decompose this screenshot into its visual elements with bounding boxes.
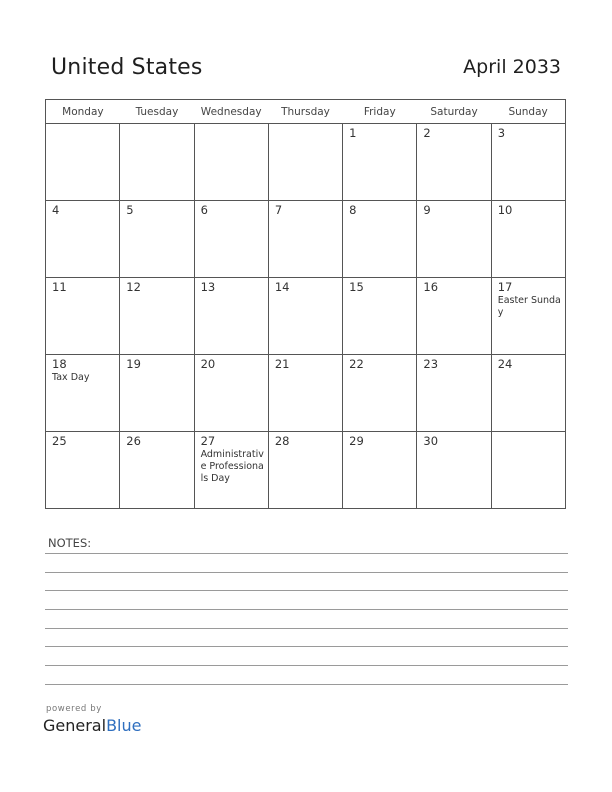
day-number: 23 xyxy=(423,357,439,371)
weekday-tuesday: Tuesday xyxy=(120,100,194,124)
holiday-label: Tax Day xyxy=(52,372,90,383)
day-number: 5 xyxy=(126,203,134,217)
day-cell xyxy=(491,355,565,432)
day-cell xyxy=(194,201,268,278)
day-cell xyxy=(194,432,268,509)
day-cell xyxy=(343,355,417,432)
day-number: 21 xyxy=(274,357,290,371)
day-number: 22 xyxy=(349,357,364,371)
note-line xyxy=(45,590,568,591)
week-row xyxy=(46,355,566,432)
day-number: 7 xyxy=(274,203,283,217)
day-number: 4 xyxy=(52,203,60,217)
weekday-sunday: Sunday xyxy=(491,100,565,124)
day-cell xyxy=(120,355,194,432)
powered-by-text: powered by xyxy=(46,704,102,714)
day-cell xyxy=(343,124,417,201)
day-number: 27 xyxy=(200,434,216,448)
day-cell xyxy=(120,278,194,355)
day-number: 24 xyxy=(497,357,513,371)
day-cell xyxy=(417,355,491,432)
week-row xyxy=(46,432,566,509)
note-line xyxy=(45,684,568,685)
day-cell xyxy=(120,201,194,278)
day-cell xyxy=(194,278,268,355)
weekday-friday: Friday xyxy=(343,100,417,124)
day-number: 19 xyxy=(126,357,141,371)
week-row xyxy=(46,278,566,355)
week-row xyxy=(46,124,566,201)
day-cell xyxy=(417,124,491,201)
day-cell xyxy=(120,124,194,201)
day-cell xyxy=(194,124,268,201)
weekday-saturday: Saturday xyxy=(417,100,491,124)
week-row xyxy=(46,201,566,278)
country-title: United States xyxy=(51,55,203,80)
day-number: 17 xyxy=(497,280,513,294)
day-cell xyxy=(194,355,268,432)
day-cell xyxy=(268,355,342,432)
weekday-wednesday: Wednesday xyxy=(194,100,268,124)
day-number: 11 xyxy=(52,280,67,294)
day-cell xyxy=(46,355,120,432)
day-cell xyxy=(268,432,342,509)
day-cell xyxy=(491,201,565,278)
day-number: 14 xyxy=(274,280,290,294)
day-number: 18 xyxy=(52,357,67,371)
holiday-label: Easter Sunday xyxy=(497,295,561,318)
day-cell xyxy=(343,432,417,509)
day-cell xyxy=(417,201,491,278)
day-number: 28 xyxy=(274,434,290,448)
notes-label: NOTES: xyxy=(48,536,92,550)
day-cell xyxy=(268,201,342,278)
day-cell xyxy=(491,124,565,201)
note-line xyxy=(45,572,568,573)
day-number: 26 xyxy=(126,434,141,448)
day-number: 9 xyxy=(423,203,431,217)
day-cell xyxy=(491,432,565,509)
day-number: 16 xyxy=(423,280,439,294)
generalblue-logo xyxy=(43,716,141,735)
month-title: April 2033 xyxy=(463,56,561,78)
day-cell xyxy=(491,278,565,355)
day-cell xyxy=(120,432,194,509)
day-number: 12 xyxy=(126,280,141,294)
day-number: 6 xyxy=(200,203,208,217)
day-cell xyxy=(417,278,491,355)
note-line xyxy=(45,609,568,610)
day-cell xyxy=(343,201,417,278)
calendar-body xyxy=(46,124,566,509)
note-line xyxy=(45,628,568,629)
day-number: 20 xyxy=(200,357,216,371)
day-number: 2 xyxy=(423,126,431,140)
day-number: 29 xyxy=(349,434,364,448)
day-number: 25 xyxy=(52,434,67,448)
day-number: 13 xyxy=(200,280,216,294)
day-cell xyxy=(46,201,120,278)
day-number: 1 xyxy=(349,126,357,140)
note-line xyxy=(45,553,568,554)
note-line xyxy=(45,665,568,666)
brand-blue: Blue xyxy=(106,716,142,735)
day-cell xyxy=(268,124,342,201)
day-cell xyxy=(343,278,417,355)
day-number: 10 xyxy=(497,203,513,217)
day-cell xyxy=(46,278,120,355)
day-number: 3 xyxy=(497,126,506,140)
weekday-thursday: Thursday xyxy=(268,100,342,124)
weekday-monday: Monday xyxy=(46,100,120,124)
day-cell xyxy=(268,278,342,355)
day-number: 8 xyxy=(349,203,357,217)
day-cell xyxy=(46,432,120,509)
brand-general: General xyxy=(43,716,107,735)
weekday-header-row xyxy=(46,100,566,124)
holiday-label: Administrative Professionals Day xyxy=(200,449,264,484)
day-cell xyxy=(417,432,491,509)
day-cell xyxy=(46,124,120,201)
note-line xyxy=(45,646,568,647)
day-number: 15 xyxy=(349,280,364,294)
calendar-grid xyxy=(45,99,566,509)
day-number: 30 xyxy=(423,434,439,448)
